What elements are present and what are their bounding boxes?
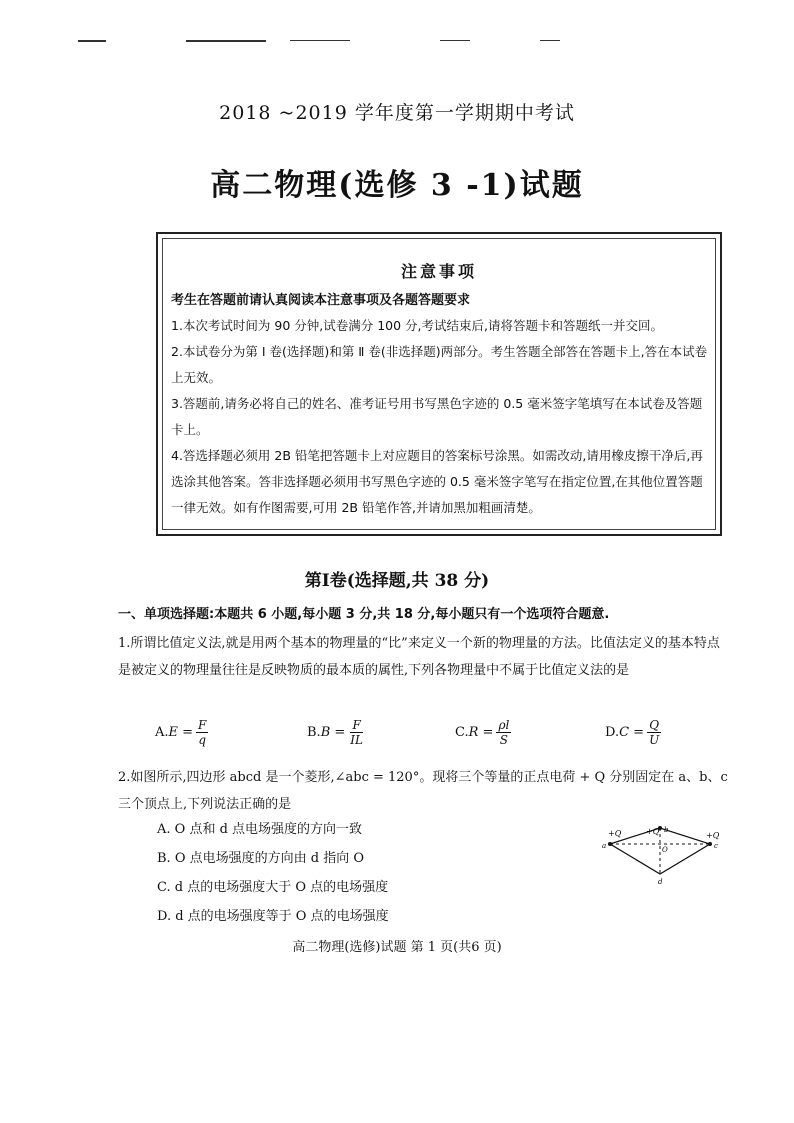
option-label: D. — [605, 725, 620, 740]
notice-item: 2.本试卷分为第 Ⅰ 卷(选择题)和第 Ⅱ 卷(非选择题)两部分。考生答题全部答在答题卡上,答在本试卷上无效。 — [171, 344, 708, 385]
denominator: U — [649, 733, 660, 747]
scan-mark — [290, 40, 350, 41]
option-label: A. — [155, 725, 169, 740]
vertex-label: c — [714, 842, 718, 850]
question-1-stem: 1.所谓比值定义法,就是用两个基本的物理量的“比”来定义一个新的物理量的方法。比值法定义的基本特点是被定义的物理量往往是反映物质的最本质的属性,下列各物理量中不属于比值定义法的是 — [118, 636, 720, 678]
question-2-option-d: D. d 点的电场强度等于 O 点的电场强度 — [157, 909, 389, 924]
denominator: S — [499, 733, 509, 747]
formula-fraction — [348, 718, 365, 747]
page-footer: 高二物理(选修)试题 第 1 页(共6 页) — [292, 940, 502, 955]
denominator: IL — [350, 733, 363, 747]
scan-mark — [186, 40, 266, 42]
notice-heading: 注意事项 — [400, 262, 477, 281]
exam-title: 高二物理(选修 3 -1)试题 — [210, 168, 584, 203]
option-b — [307, 718, 365, 747]
option-a — [155, 718, 208, 747]
formula-lhs: C = — [619, 725, 645, 740]
numerator: F — [198, 718, 207, 732]
charge-label: +Q — [706, 831, 720, 840]
formula-lhs: E = — [168, 725, 194, 740]
charge-label: +Q — [646, 827, 660, 836]
vertex-label: a — [602, 842, 607, 850]
part-heading: 一、单项选择题:本题共 6 小题,每小题 3 分,共 18 分,每小题只有一个选项符合题意. — [118, 607, 610, 622]
section-title: 第Ⅰ卷(选择题,共 38 分) — [304, 571, 490, 591]
vertex-label: d — [658, 878, 663, 886]
question-2-option-a: A. O 点和 d 点电场强度的方向一致 — [157, 822, 363, 837]
option-label: C. — [455, 725, 469, 740]
notice-item: 3.答题前,请务必将自己的姓名、准考证号用书写黑色字迹的 0.5 毫米签字笔填写在本试卷及答题卡上。 — [171, 396, 703, 437]
formula-lhs: R = — [468, 725, 494, 740]
center-label: O — [662, 846, 668, 854]
formula-fraction — [647, 718, 661, 747]
formula-fraction — [196, 718, 208, 747]
vertex-label: b — [664, 826, 669, 834]
charge-label: +Q — [608, 829, 622, 838]
charge-point — [608, 842, 612, 846]
question-2-stem: 2.如图所示,四边形 abcd 是一个菱形,∠abc = 120°。现将三个等量的正点电荷 + Q 分别固定在 a、b、c 三个顶点上,下列说法正确的是 — [118, 770, 728, 812]
scan-mark — [78, 40, 106, 42]
notice-box — [156, 232, 722, 536]
scan-mark — [440, 40, 470, 41]
notice-intro: 考生在答题前请认真阅读本注意事项及各题答题要求 — [171, 293, 471, 308]
charge-point — [708, 842, 712, 846]
exam-year: 2018 ~2019 学年度第一学期期中考试 — [219, 102, 575, 124]
denominator: q — [198, 733, 207, 747]
notice-inner-frame — [162, 238, 716, 530]
option-label: B. — [307, 725, 321, 740]
rhombus-diagram — [598, 826, 728, 894]
question-1-options — [155, 718, 735, 758]
numerator: Q — [649, 718, 660, 732]
question-2-option-b: B. O 点电场强度的方向由 d 指向 O — [157, 851, 364, 866]
option-c — [455, 718, 511, 747]
numerator: F — [352, 718, 361, 732]
notice-item: 4.答选择题必须用 2B 铅笔把答题卡上对应题目的答案标号涂黑。如需改动,请用橡皮擦干净后,再选涂其他答案。答非选择题必须用书写黑色字迹的 0.5 毫米签字笔写在指定位置,在其他位置答题一律无效。如有作图需要,可用 2B 铅笔作答,并请加黑加粗画清楚。 — [171, 448, 703, 515]
formula-lhs: B = — [320, 725, 346, 740]
scan-mark — [540, 40, 560, 41]
numerator: ρl — [498, 718, 510, 732]
option-d — [605, 718, 661, 747]
formula-fraction — [496, 718, 511, 747]
notice-item: 1.本次考试时间为 90 分钟,试卷满分 100 分,考试结束后,请将答题卡和答题纸一并交回。 — [171, 318, 664, 333]
question-2-option-c: C. d 点的电场强度大于 O 点的电场强度 — [157, 880, 389, 895]
